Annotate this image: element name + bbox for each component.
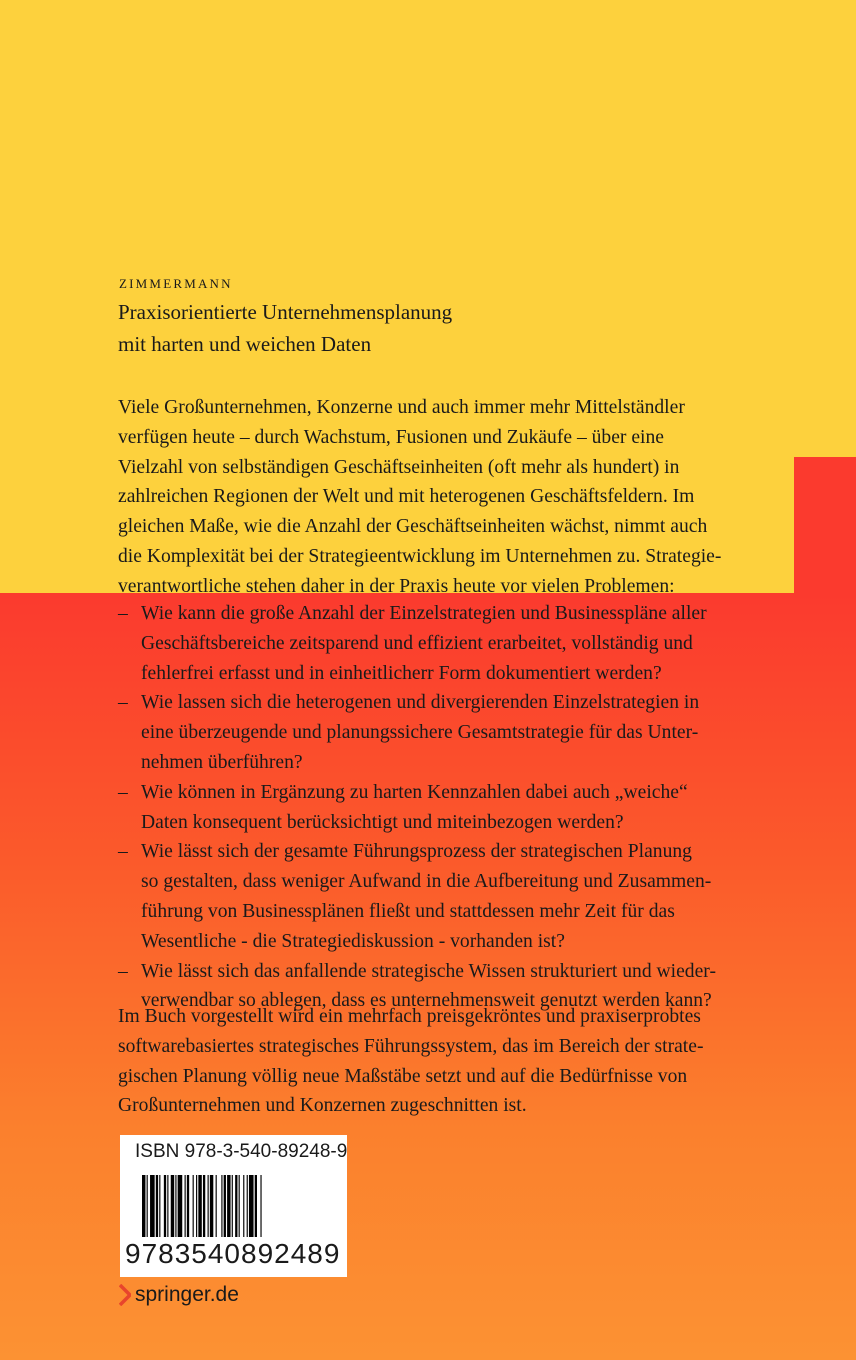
- barcode-bar: [150, 1175, 155, 1237]
- book-title: [118, 296, 452, 360]
- list-item-line: verwendbar so ablegen, dass es unternehmensweit genutzt werden kann?: [141, 990, 712, 1012]
- barcode-bar: [185, 1175, 186, 1237]
- bullet-dash: –: [118, 960, 128, 982]
- barcode-bar: [249, 1175, 254, 1237]
- barcode-digits: 9783540892489: [125, 1238, 341, 1269]
- intro-line: zahlreichen Regionen der Welt und mit heterogenen Geschäftsfeldern. Im: [118, 486, 695, 508]
- intro-line: die Komplexität bei der Strategieentwicklung im Unternehmen zu. Strategie-: [118, 545, 722, 567]
- barcode-bar: [156, 1175, 158, 1237]
- author-name: ZIMMERMANN: [119, 276, 233, 291]
- closing-line: gischen Planung völlig neue Maßstäbe setzt und auf die Bedürfnisse von: [118, 1065, 688, 1087]
- barcode-bar: [227, 1175, 230, 1237]
- barcode-icon: [142, 1175, 330, 1237]
- barcode-bar: [187, 1175, 189, 1237]
- list-item-line: Wie lassen sich die heterogenen und divergierenden Einzelstrategien in: [141, 692, 700, 714]
- list-item-line: Wie können in Ergänzung zu harten Kennzahlen dabei auch „weiche“: [141, 781, 688, 803]
- list-item-line: nehmen überführen?: [141, 751, 303, 773]
- publisher-url: springer.de: [135, 1283, 239, 1306]
- list-item-line: so gestalten, dass weniger Aufwand in die Aufbereitung und Zusammen-: [141, 871, 712, 893]
- publisher-link: [119, 1283, 239, 1307]
- barcode-bar: [193, 1175, 194, 1237]
- closing-line: softwarebasiertes strategisches Führungssystem, das im Bereich der strate-: [118, 1035, 704, 1057]
- bullet-dash: –: [118, 841, 128, 863]
- barcode-bar: [235, 1175, 237, 1237]
- barcode-bar: [216, 1175, 217, 1237]
- barcode-bar: [203, 1175, 205, 1237]
- closing-line: Großunternehmen und Konzernen zugeschnitten ist.: [118, 1095, 527, 1117]
- barcode-bar: [175, 1175, 176, 1237]
- bullet-dash: –: [118, 781, 128, 803]
- intro-paragraph: [118, 393, 721, 602]
- intro-line: verantwortliche stehen daher in der Praxis heute vor vielen Problemen:: [118, 575, 675, 597]
- barcode-bar: [167, 1175, 168, 1237]
- barcode-bar: [178, 1175, 183, 1237]
- barcode-bar: [243, 1175, 244, 1237]
- list-item: [118, 778, 716, 838]
- bullet-dash: –: [118, 603, 128, 624]
- chevron-right-icon: [119, 1284, 131, 1306]
- list-item-line: Wesentliche - die Strategiediskussion - vorhanden ist?: [141, 930, 565, 952]
- list-item-line: eine überzeugende und planungssichere Gesamtstrategie für das Unter-: [141, 722, 699, 744]
- barcode-bar: [164, 1175, 166, 1237]
- barcode-bar: [147, 1175, 148, 1237]
- barcode-bar: [221, 1175, 222, 1237]
- closing-line: Im Buch vorgestellt wird ein mehrfach preisgekröntes und praxiserprobtes: [118, 1006, 701, 1027]
- list-item-line: Geschäftsbereiche zeitsparend und effizient erarbeitet, vollständig und: [141, 632, 693, 654]
- barcode-bar: [142, 1175, 145, 1237]
- background-red-tab: [794, 457, 856, 597]
- barcode-bar: [196, 1175, 197, 1237]
- barcode-bar: [232, 1175, 233, 1237]
- barcode-bar: [171, 1175, 174, 1237]
- closing-paragraph: [118, 1002, 703, 1121]
- list-item-line: Wie kann die große Anzahl der Einzelstrategien und Businesspläne aller: [141, 603, 707, 624]
- isbn-label: ISBN 978-3-540-89248-9: [135, 1141, 348, 1162]
- barcode-bar: [247, 1175, 248, 1237]
- title-line: mit harten und weichen Daten: [118, 332, 372, 356]
- list-item: [118, 837, 716, 956]
- list-item-line: Wie lässt sich das anfallende strategische Wissen strukturiert und wieder-: [141, 960, 716, 982]
- barcode-bar: [208, 1175, 209, 1237]
- barcode-bar: [239, 1175, 240, 1237]
- intro-line: Viele Großunternehmen, Konzerne und auch immer mehr Mittelständler: [118, 397, 685, 418]
- barcode-bar: [159, 1175, 160, 1237]
- intro-line: gleichen Maße, wie die Anzahl der Geschäftseinheiten wächst, nimmt auch: [118, 516, 708, 538]
- barcode-bar: [260, 1175, 261, 1237]
- bullet-dash: –: [118, 692, 128, 714]
- list-item-line: führung von Businessplänen fließt und stattdessen mehr Zeit für das: [141, 900, 675, 922]
- barcode-bar: [198, 1175, 201, 1237]
- intro-line: Vielzahl von selbständigen Geschäftseinheiten (oft mehr als hundert) in: [118, 456, 680, 478]
- barcode-bar: [210, 1175, 213, 1237]
- list-item-line: fehlerfrei erfasst und in einheitlicherr Form dokumentiert werden?: [141, 662, 662, 684]
- list-item: [118, 599, 716, 688]
- list-item-line: Wie lässt sich der gesamte Führungsprozess der strategischen Planung: [141, 841, 692, 863]
- barcode-bar: [255, 1175, 257, 1237]
- list-item-line: Daten konsequent berücksichtigt und miteinbezogen werden?: [141, 811, 624, 833]
- title-line: Praxisorientierte Unternehmensplanung: [118, 300, 453, 324]
- list-item: [118, 688, 716, 777]
- problem-list: [118, 599, 716, 1016]
- intro-line: verfügen heute – durch Wachstum, Fusionen und Zukäufe – über eine: [118, 426, 664, 448]
- barcode-bar: [224, 1175, 226, 1237]
